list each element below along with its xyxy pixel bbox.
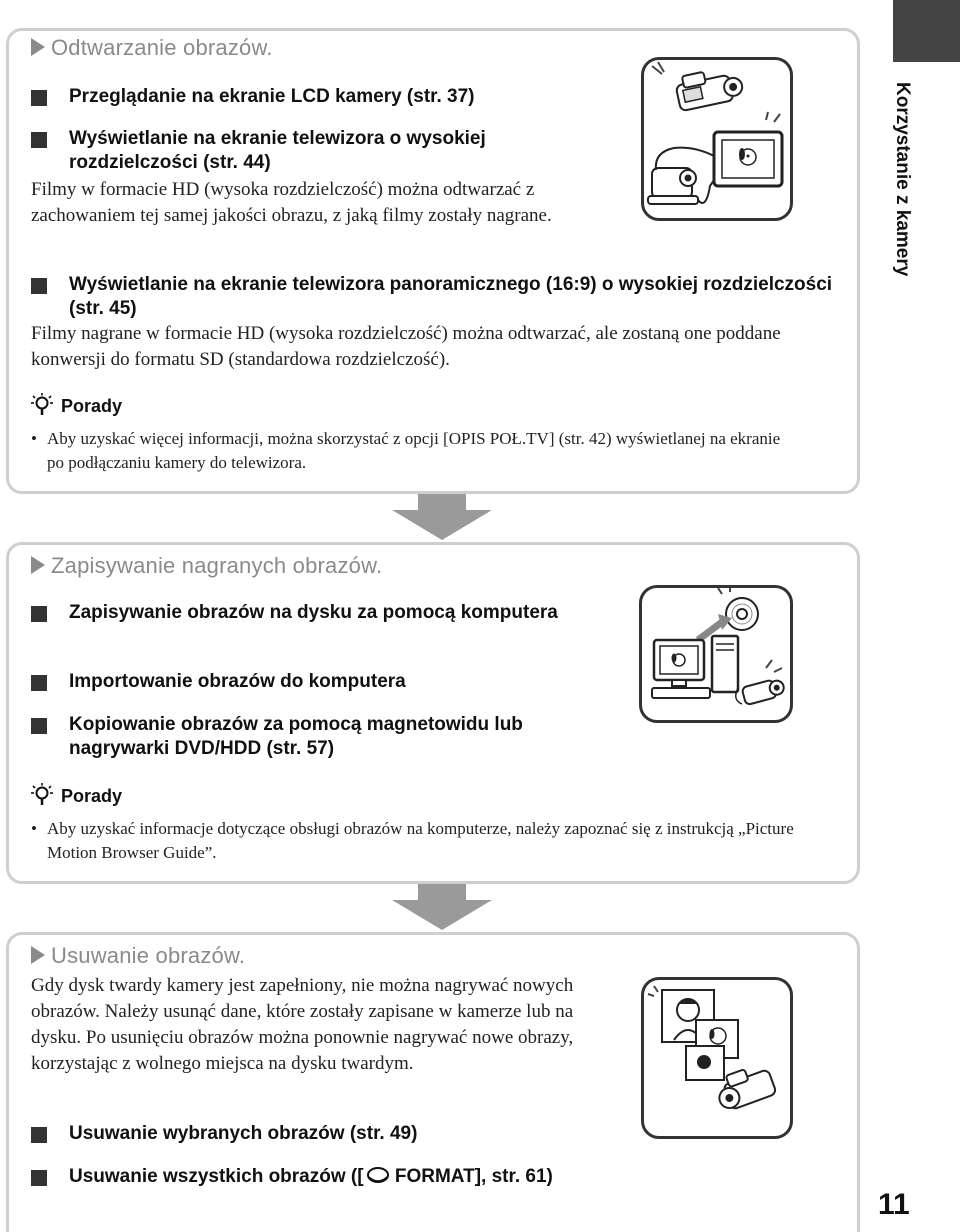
tip-bullet: • Aby uzyskać więcej informacji, można skorzystać z opcji [OPIS POŁ.TV] (str. 42) wyświetlanej na ekranie po podłączaniu kamery do telewizora.: [31, 429, 781, 472]
hdd-icon: [366, 1166, 390, 1184]
section-title: Zapisywanie nagranych obrazów.: [31, 553, 382, 579]
tip-bullet: • Aby uzyskać informacje dotyczące obsługi obrazów na komputerze, należy zapoznać się z instrukcją „Picture Motion Browser Guide”.: [31, 819, 794, 862]
camcorder-tv-icon: [644, 60, 790, 218]
section-deleting: [6, 932, 860, 1232]
square-bullet-icon: [31, 1170, 47, 1186]
list-item-import: Importowanie obrazów do komputera: [31, 670, 591, 694]
camcorder-tv-illustration: [641, 57, 793, 221]
list-item-wide-tv: Wyświetlanie na ekranie telewizora panoramicznego (16:9) o wysokiej rozdzielczości (str. 45): [31, 273, 841, 321]
section-description: Gdy dysk twardy kamery jest zapełniony, nie można nagrywać nowych obrazów. Należy usunąć dane, które zostały zapisane w kamerze lub na dysku. Po usunięciu obrazów można ponownie nagrywać nowe obrazy, korzystając z wolnego miejsca na dysku twardym.: [31, 975, 574, 1074]
square-bullet-icon: [31, 718, 47, 734]
square-bullet-icon: [31, 90, 47, 106]
square-bullet-icon: [31, 278, 47, 294]
section-title: Usuwanie obrazów.: [31, 943, 245, 969]
square-bullet-icon: [31, 1127, 47, 1143]
list-item-hd-tv: Wyświetlanie na ekranie telewizora o wysokiej rozdzielczości (str. 44): [31, 127, 591, 175]
section-saving: [6, 542, 860, 884]
computer-disc-illustration: [639, 585, 793, 723]
list-item-lcd: Przeglądanie na ekranie LCD kamery (str. 37): [31, 85, 591, 109]
section-tab-marker: [893, 0, 960, 62]
list-item-copy-vcr: Kopiowanie obrazów za pomocą magnetowidu lub nagrywarki DVD/HDD (str. 57): [31, 713, 591, 761]
triangle-bullet-icon: [31, 38, 45, 56]
computer-disc-icon: [642, 588, 790, 720]
triangle-bullet-icon: [31, 556, 45, 574]
photos-camcorder-illustration: [641, 977, 793, 1139]
down-arrow-icon: [392, 494, 492, 540]
list-item-delete-all: Usuwanie wszystkich obrazów ([ FORMAT], str. 61): [31, 1165, 691, 1189]
section-title: Odtwarzanie obrazów.: [31, 35, 273, 61]
square-bullet-icon: [31, 606, 47, 622]
square-bullet-icon: [31, 675, 47, 691]
photos-camcorder-icon: [644, 980, 790, 1136]
triangle-bullet-icon: [31, 946, 45, 964]
tips-heading: Porady: [31, 783, 122, 807]
page-number: 11: [878, 1188, 910, 1221]
item-description: Filmy nagrane w formacie HD (wysoka rozdzielczość) można odtwarzać, ale zostaną one poddane konwersji do formatu SD (standardowa rozdzielczość).: [31, 323, 781, 370]
lightbulb-tip-icon: [31, 393, 53, 417]
down-arrow-icon: [392, 884, 492, 930]
tips-heading: Porady: [31, 393, 122, 417]
side-section-label: Korzystanie z kamery: [892, 82, 913, 277]
item-description: Filmy w formacie HD (wysoka rozdzielczość) można odtwarzać z zachowaniem tej samej jakości obrazu, z jaką filmy zostały nagrane.: [31, 179, 552, 226]
list-item-save-disc: Zapisywanie obrazów na dysku za pomocą komputera: [31, 601, 571, 625]
list-item-delete-selected: Usuwanie wybranych obrazów (str. 49): [31, 1122, 611, 1146]
square-bullet-icon: [31, 132, 47, 148]
lightbulb-tip-icon: [31, 783, 53, 807]
section-playback: [6, 28, 860, 494]
